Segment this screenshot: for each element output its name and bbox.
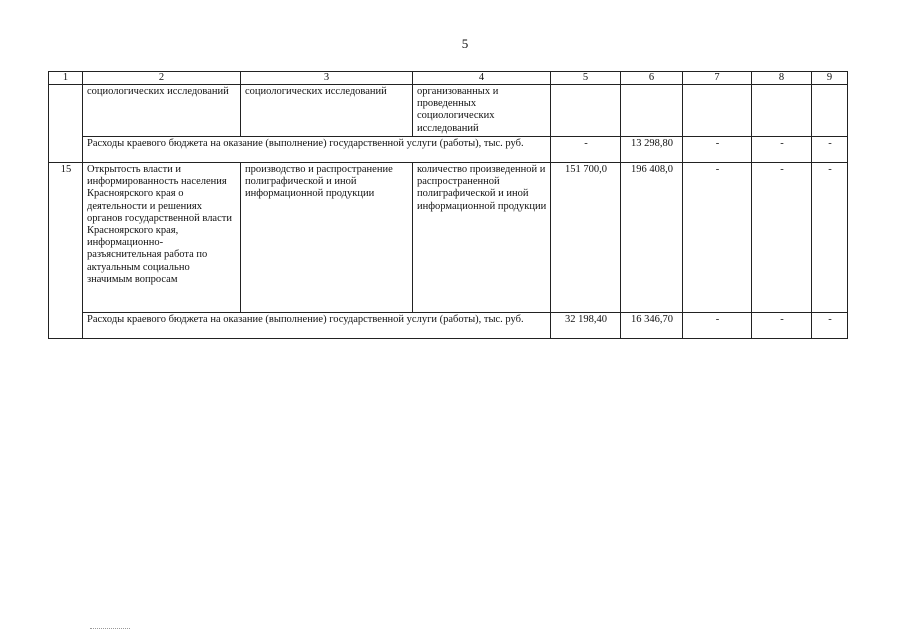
header-cell: 2	[83, 72, 241, 85]
table-row	[49, 163, 848, 313]
budget-table	[48, 71, 848, 339]
scan-artifact	[90, 628, 130, 631]
service-name: Открытость власти и информированность населения Красноярского края о деятельности и решениях органов государственной власти Красноярского края, информационно-разъяснительная работа по актуальным социально значимым вопросам	[83, 163, 241, 313]
header-cell: 5	[551, 72, 621, 85]
header-cell: 9	[812, 72, 848, 85]
value-cell: -	[752, 137, 812, 163]
header-cell: 8	[752, 72, 812, 85]
header-cell: 3	[241, 72, 413, 85]
value-cell: -	[812, 137, 848, 163]
expense-label: Расходы краевого бюджета на оказание (выполнение) государственной услуги (работы), тыс. руб.	[83, 137, 551, 163]
expense-row	[49, 137, 848, 163]
row-number	[49, 85, 83, 163]
page-number: 5	[461, 36, 469, 51]
value-cell: 16 346,70	[621, 313, 683, 339]
header-cell: 4	[413, 72, 551, 85]
header-cell: 6	[621, 72, 683, 85]
value-cell: -	[812, 313, 848, 339]
expense-label: Расходы краевого бюджета на оказание (выполнение) государственной услуги (работы), тыс. руб.	[83, 313, 551, 339]
indicator: количество произведенной и распространенной полиграфической и иной информационной продукции	[413, 163, 551, 313]
value-cell	[621, 85, 683, 137]
indicator: организованных и проведенных социологических исследований	[413, 85, 551, 137]
table-row	[49, 85, 848, 137]
value-cell	[551, 85, 621, 137]
header-cell: 1	[49, 72, 83, 85]
row-number: 15	[49, 163, 83, 339]
header-row	[49, 72, 848, 85]
value-cell	[752, 85, 812, 137]
value-cell	[683, 85, 752, 137]
value-cell: -	[812, 163, 848, 313]
value-cell: -	[752, 313, 812, 339]
header-cell: 7	[683, 72, 752, 85]
value-cell	[812, 85, 848, 137]
value-cell: -	[683, 163, 752, 313]
value-cell: 151 700,0	[551, 163, 621, 313]
work-content: производство и распространение полиграфической и иной информационной продукции	[241, 163, 413, 313]
value-cell: 13 298,80	[621, 137, 683, 163]
expense-row	[49, 313, 848, 339]
value-cell: 32 198,40	[551, 313, 621, 339]
value-cell: -	[683, 137, 752, 163]
value-cell: -	[752, 163, 812, 313]
value-cell: -	[683, 313, 752, 339]
value-cell: 196 408,0	[621, 163, 683, 313]
work-content: социологических исследований	[241, 85, 413, 137]
service-name: социологических исследований	[83, 85, 241, 137]
value-cell: -	[551, 137, 621, 163]
